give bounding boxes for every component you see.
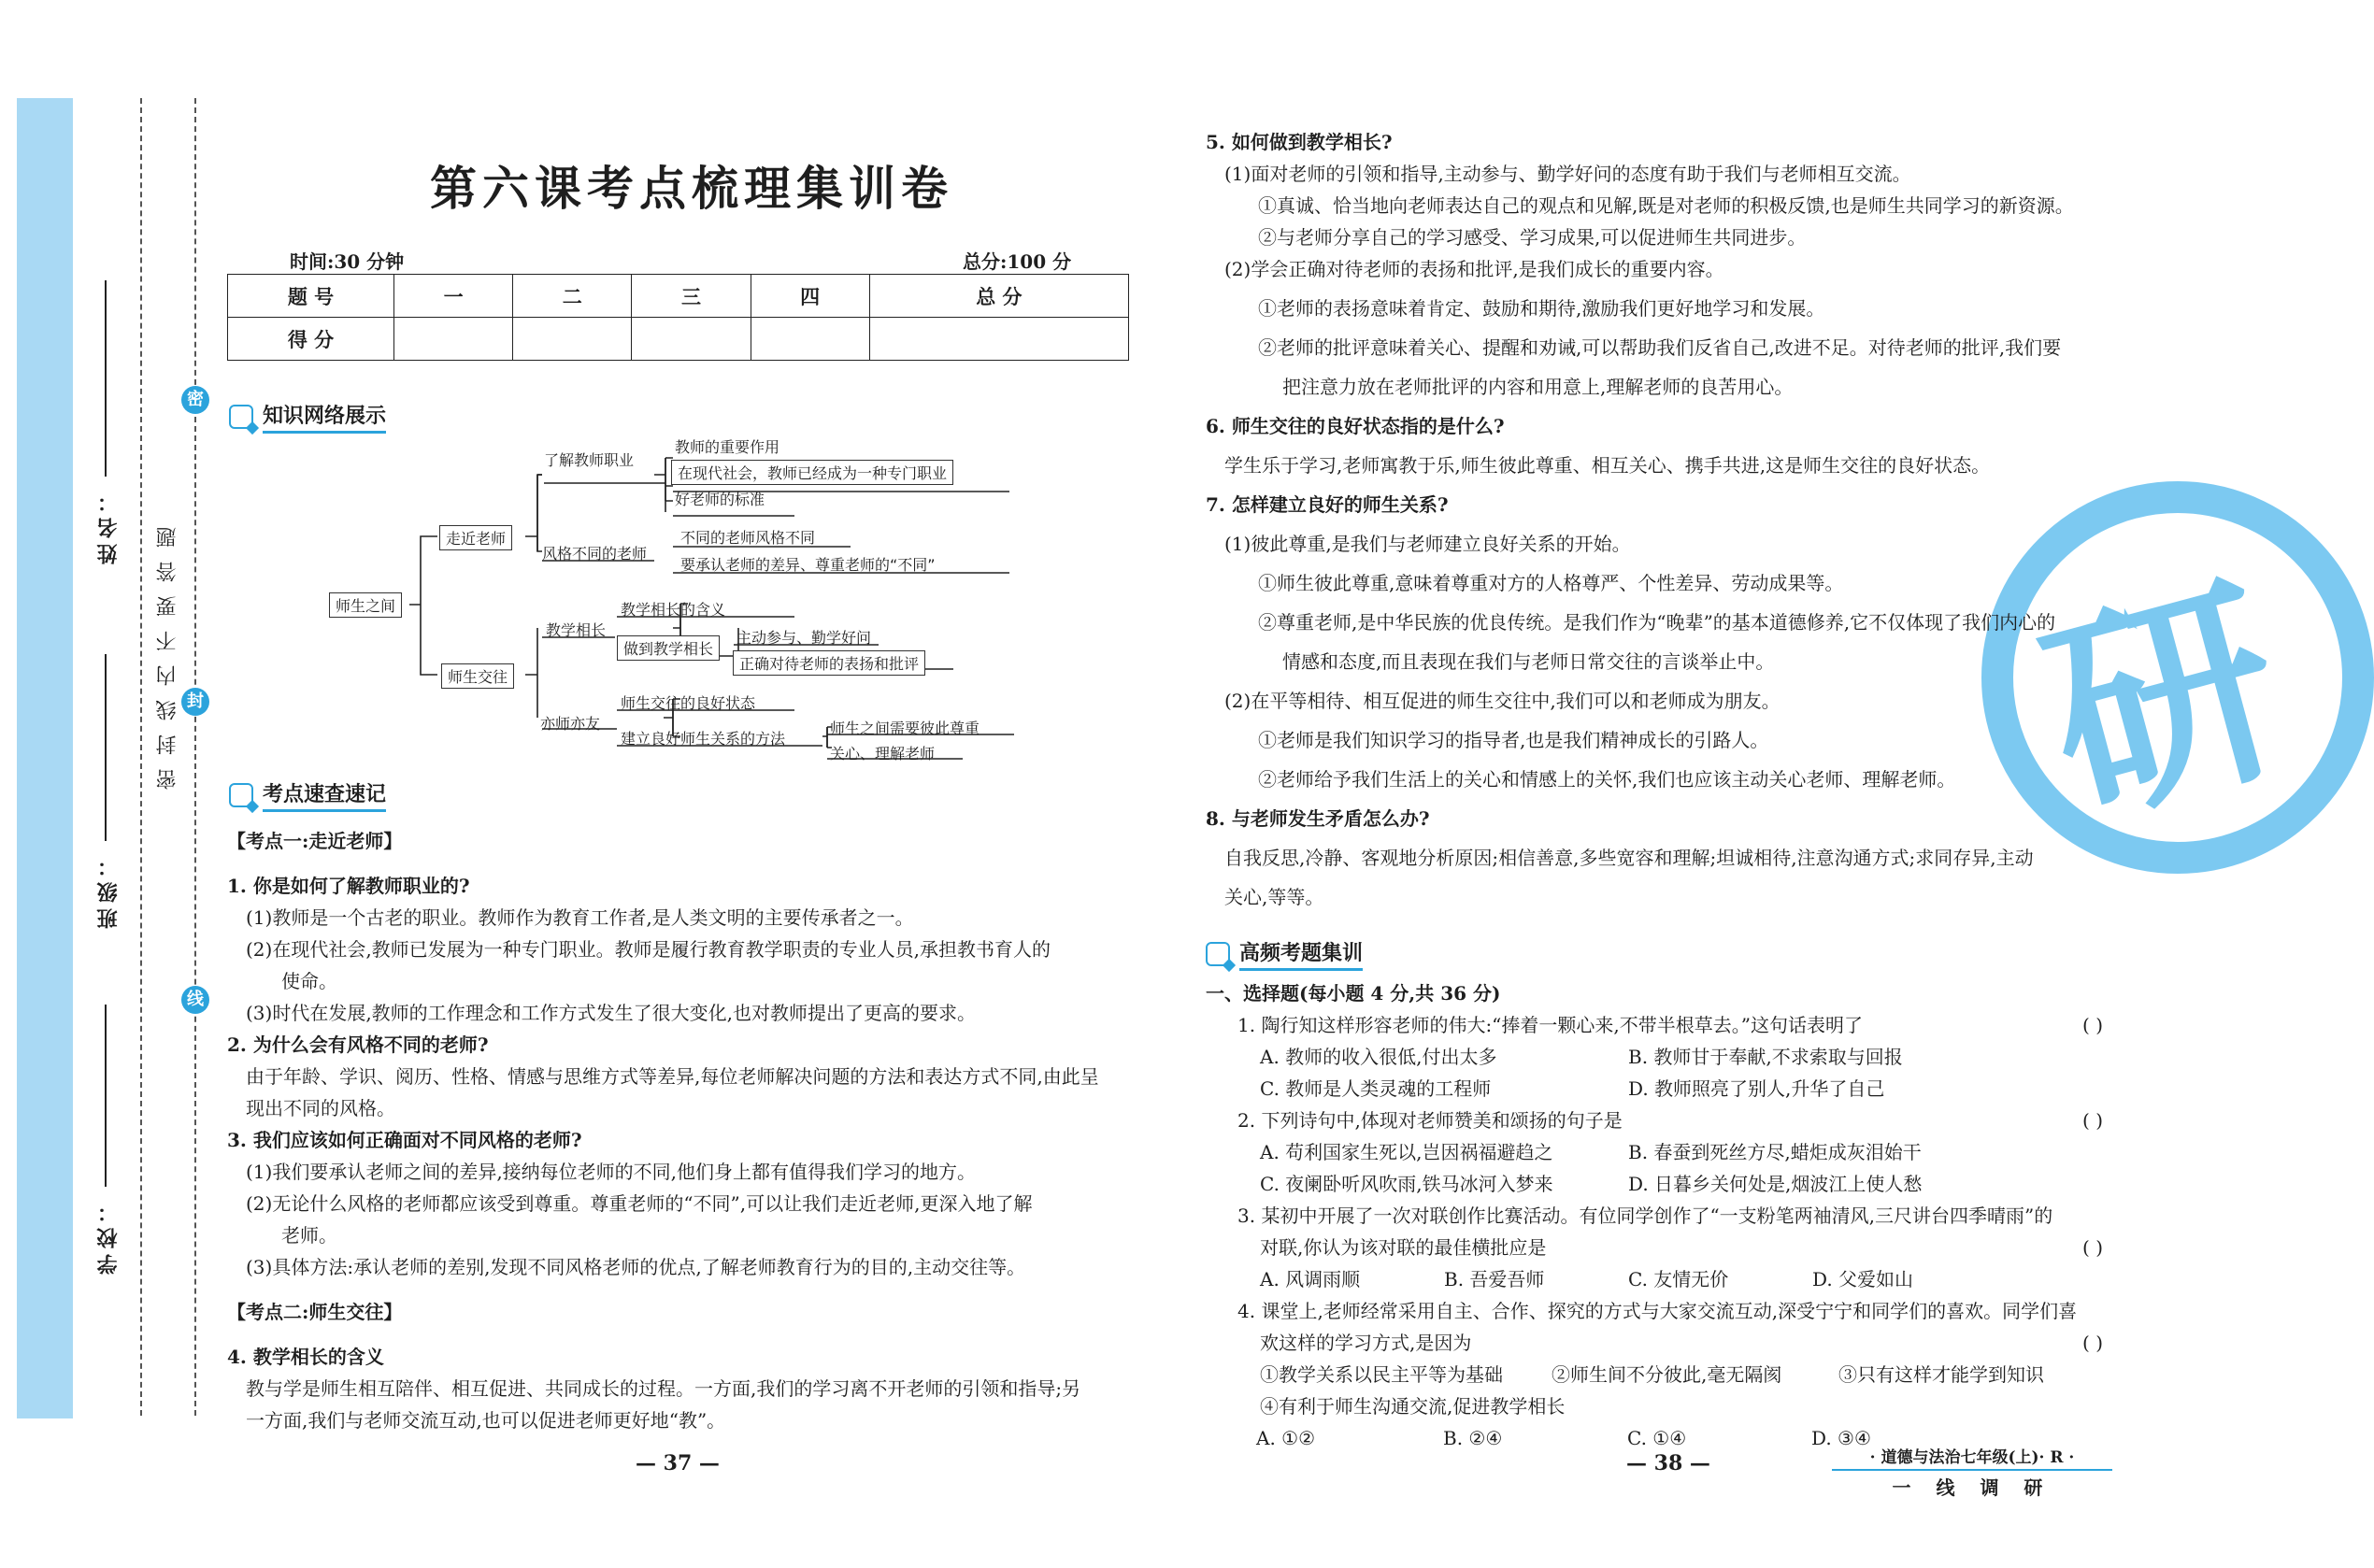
question: 6. 师生交往的良好状态指的是什么? bbox=[1206, 415, 1505, 437]
answer-line: (1)面对老师的引领和指导,主动参与、勤学好问的态度有助于我们与老师相互交流。 bbox=[1224, 163, 1911, 185]
answer-line: 老师。 bbox=[281, 1224, 337, 1247]
section-title: 高频考题集训 bbox=[1239, 937, 1363, 971]
answer-bracket[interactable]: ( ) bbox=[2082, 1236, 2103, 1259]
part-title: 一、选择题(每小题 4 分,共 36 分) bbox=[1206, 982, 1501, 1005]
section-title: 考点速查速记 bbox=[263, 778, 386, 812]
hand-pointer-icon bbox=[229, 405, 253, 429]
exam-time: 时间:30 分钟 bbox=[290, 250, 405, 273]
tree-leaf: 做到教学相长 bbox=[617, 635, 720, 661]
option[interactable]: D. 父爱如山 bbox=[1812, 1268, 1914, 1290]
seal-mark-xian: 线 bbox=[181, 986, 209, 1014]
page-number-left: — 37 — bbox=[636, 1451, 720, 1475]
score-input-cell[interactable] bbox=[513, 318, 632, 361]
score-cell-header: 二 bbox=[513, 275, 632, 318]
option[interactable]: B. ②④ bbox=[1443, 1427, 1503, 1449]
option[interactable]: A. 教师的收入很低,付出太多 bbox=[1260, 1046, 1497, 1068]
question-stem: 欢这样的学习方式,是因为 bbox=[1260, 1332, 1472, 1354]
answer-line: (2)无论什么风格的老师都应该受到尊重。尊重老师的“不同”,可以让我们走近老师,更深入地了解 bbox=[246, 1192, 1033, 1215]
answer-line: 一方面,我们与老师交流互动,也可以促进老师更好地“教”。 bbox=[246, 1409, 726, 1432]
tree-leaf: 教学相长的含义 bbox=[621, 601, 726, 619]
options-row bbox=[1206, 1168, 2122, 1200]
answer-line: 关心,等等。 bbox=[1224, 886, 1324, 908]
seal-line-inner bbox=[194, 98, 196, 1416]
answer-line: ②老师给予我们生活上的关心和情感上的关怀,我们也应该主动关心老师、理解老师。 bbox=[1258, 768, 1956, 791]
score-table-header-row bbox=[228, 275, 1129, 318]
question: 1. 你是如何了解教师职业的? bbox=[227, 875, 470, 897]
name-label: 姓名： bbox=[96, 486, 121, 564]
magnifier-icon bbox=[229, 783, 253, 807]
choice-question-cont bbox=[1206, 1327, 2122, 1359]
answer-line: (2)在现代社会,教师已发展为一种专门职业。教师是履行教育教学职责的专业人员,承担教书育人的 bbox=[246, 938, 1051, 961]
answer-line: (2)在平等相待、相互促进的师生交往中,我们可以和老师成为朋友。 bbox=[1224, 690, 1780, 712]
section-title: 知识网络展示 bbox=[263, 400, 386, 434]
answer-line: ②与老师分享自己的学习感受、学习成果,可以促进师生共同进步。 bbox=[1258, 226, 1807, 249]
answer-line: ①师生彼此尊重,意味着尊重对方的人格尊严、个性差异、劳动成果等。 bbox=[1258, 572, 1844, 594]
tree-node-teacher-student-interaction: 师生交往 bbox=[441, 663, 514, 689]
answer-line: ①老师是我们知识学习的指导者,也是我们精神成长的引路人。 bbox=[1258, 729, 1769, 751]
tree-leaf: 要承认老师的差异、尊重老师的“不同” bbox=[680, 556, 936, 574]
tree-leaf: 师生之间需要彼此尊重 bbox=[830, 720, 980, 737]
answer-line: ①真诚、恰当地向老师表达自己的观点和见解,既是对老师的积极反馈,也是师生共同学习的新资源。 bbox=[1258, 194, 2074, 217]
statement: ④有利于师生沟通交流,促进教学相长 bbox=[1260, 1395, 1566, 1418]
options-row bbox=[1206, 1263, 2122, 1295]
question: 7. 怎样建立良好的师生关系? bbox=[1206, 493, 1449, 516]
options-row bbox=[1206, 1136, 2122, 1168]
score-cell-header: 一 bbox=[394, 275, 513, 318]
answer-line: (1)我们要承认老师之间的差异,接纳每位老师的不同,他们身上都有值得我们学习的地方。 bbox=[246, 1161, 977, 1183]
tree-leaf: 好老师的标准 bbox=[675, 491, 765, 508]
page-number-right: — 38 — bbox=[1626, 1451, 1710, 1475]
score-cell-header: 总 分 bbox=[869, 275, 1128, 318]
option[interactable]: A. 苟利国家生死以,岂因祸福避趋之 bbox=[1260, 1141, 1553, 1163]
tree-leaf: 教师的重要作用 bbox=[675, 438, 780, 456]
tree-leaf: 正确对待老师的表扬和批评 bbox=[733, 650, 925, 676]
left-content bbox=[227, 825, 1134, 1436]
right-content bbox=[1206, 126, 2140, 913]
question: 8. 与老师发生矛盾怎么办? bbox=[1206, 807, 1430, 830]
answer-line: 把注意力放在老师批评的内容和用意上,理解老师的良苦用心。 bbox=[1282, 376, 1794, 398]
footer-subject: · 道德与法治七年级(上)· R · bbox=[1832, 1444, 2112, 1471]
question-stem: 1. 陶行知这样形容老师的伟大:“捧着一颗心来,不带半根草去。”这句话表明了 bbox=[1237, 1014, 1863, 1036]
point-title: 【考点一:走近老师】 bbox=[227, 830, 403, 852]
tree-root-node: 师生之间 bbox=[329, 592, 402, 618]
choice-questions bbox=[1206, 977, 2122, 1454]
seal-notice: 密 封 线 内 不 要 答 题 bbox=[156, 523, 179, 790]
answer-line: 教与学是师生相互陪伴、相互促进、共同成长的过程。一方面,我们的学习离不开老师的引领和指导;另 bbox=[246, 1377, 1081, 1400]
score-input-cell[interactable] bbox=[394, 318, 513, 361]
score-input-cell[interactable] bbox=[632, 318, 751, 361]
score-cell-header: 题 号 bbox=[228, 275, 394, 318]
answer-line: ②尊重老师,是中华民族的优良传统。是我们作为“晚辈”的基本道德修养,它不仅体现了我们内心的 bbox=[1258, 611, 2056, 634]
point-title: 【考点二:师生交往】 bbox=[227, 1301, 403, 1323]
tree-leaf: 关心、理解老师 bbox=[830, 745, 936, 763]
question: 4. 教学相长的含义 bbox=[227, 1346, 384, 1368]
class-blank bbox=[105, 654, 107, 841]
name-blank bbox=[105, 280, 107, 477]
option[interactable]: A. 风调雨顺 bbox=[1260, 1268, 1361, 1290]
tree-node-teaching-learning: 教学相长 bbox=[546, 621, 607, 639]
options-row bbox=[1206, 1041, 2122, 1073]
school-label: 学校： bbox=[96, 1196, 121, 1275]
section-frequent-questions bbox=[1206, 937, 1363, 971]
option[interactable]: C. 友情无价 bbox=[1628, 1268, 1729, 1290]
question: 2. 为什么会有风格不同的老师? bbox=[227, 1033, 489, 1056]
score-table bbox=[227, 274, 1129, 361]
statement: ②师生间不分彼此,毫无隔阂 bbox=[1552, 1363, 1782, 1386]
class-label: 班级： bbox=[96, 850, 121, 929]
option[interactable]: C. 教师是人类灵魂的工程师 bbox=[1260, 1077, 1492, 1100]
answer-line: (3)具体方法:承认老师的差别,发现不同风格老师的优点,了解老师教育行为的目的,主动交往等。 bbox=[246, 1256, 1026, 1278]
choice-question bbox=[1206, 1105, 2122, 1136]
question: 3. 我们应该如何正确面对不同风格的老师? bbox=[227, 1129, 582, 1151]
answer-line: 由于年龄、学识、阅历、性格、情感与思维方式等差异,每位老师解决问题的方法和表达方式不同,由此呈 bbox=[246, 1065, 1099, 1088]
answer-line: 自我反思,冷静、客观地分析原因;相信善意,多些宽容和理解;坦诚相待,注意沟通方式;求同存异,主动 bbox=[1224, 847, 2034, 869]
pencil-icon bbox=[1206, 942, 1230, 966]
option[interactable]: C. 夜阑卧听风吹雨,铁马冰河入梦来 bbox=[1260, 1173, 1553, 1195]
exam-total: 总分:100 分 bbox=[963, 250, 1072, 273]
tree-leaf: 建立良好师生关系的方法 bbox=[621, 730, 786, 748]
answer-line: (2)学会正确对待老师的表扬和批评,是我们成长的重要内容。 bbox=[1224, 258, 1724, 280]
answer-bracket[interactable]: ( ) bbox=[2082, 1332, 2103, 1354]
answer-line: (3)时代在发展,教师的工作理念和工作方式发生了很大变化,也对教师提出了更高的要求。 bbox=[246, 1002, 977, 1024]
option[interactable]: D. 教师照亮了别人,升华了自己 bbox=[1628, 1077, 1885, 1100]
choice-question: 3. 某初中开展了一次对联创作比赛活动。有位同学创作了“一支粉笔两袖清风,三尺讲台四季晴雨”的 bbox=[1237, 1205, 2053, 1227]
option[interactable]: C. ①④ bbox=[1627, 1427, 1687, 1449]
tree-leaf: 在现代社会，教师已经成为一种专门职业 bbox=[671, 460, 953, 485]
answer-line: (1)彼此尊重,是我们与老师建立良好关系的开始。 bbox=[1224, 533, 1631, 555]
seal-line-outer bbox=[140, 98, 142, 1416]
answer-line: ②老师的批评意味着关心、提醒和劝诫,可以帮助我们反省自己,改进不足。对待老师的批评,我们要 bbox=[1258, 336, 2062, 359]
option[interactable]: D. 日暮乡关何处是,烟波江上使人愁 bbox=[1628, 1173, 1923, 1195]
tree-node-different-styles: 风格不同的老师 bbox=[542, 545, 648, 563]
score-row-label: 得 分 bbox=[228, 318, 394, 361]
answer-line: ①老师的表扬意味着肯定、鼓励和期待,激励我们更好地学习和发展。 bbox=[1258, 297, 1825, 320]
score-cell-header: 四 bbox=[751, 275, 869, 318]
watermark-stamp-text: 研 bbox=[2022, 548, 2307, 859]
score-cell-header: 三 bbox=[632, 275, 751, 318]
choice-question bbox=[1206, 1009, 2122, 1041]
answer-line: 现出不同的风格。 bbox=[246, 1097, 395, 1119]
seal-mark-mi: 密 bbox=[181, 386, 209, 414]
option[interactable]: D. ③④ bbox=[1811, 1427, 1871, 1449]
page-title: 第六课考点梳理集训卷 bbox=[430, 161, 953, 216]
answer-line: (1)教师是一个古老的职业。教师作为教育工作者,是人类文明的主要传承者之一。 bbox=[246, 906, 914, 929]
tree-leaf: 师生交往的良好状态 bbox=[621, 694, 756, 712]
options-row bbox=[1206, 1073, 2122, 1105]
answer-line: 学生乐于学习,老师寓教于乐,师生彼此尊重、相互关心、携手共进,这是师生交往的良好状态。 bbox=[1224, 454, 1991, 477]
score-table-score-row bbox=[228, 318, 1129, 361]
option[interactable]: B. 春蚕到死丝方尽,蜡炬成灰泪始干 bbox=[1628, 1141, 1922, 1163]
tree-node-teacher-friend: 亦师亦友 bbox=[540, 715, 601, 733]
answer-bracket[interactable]: ( ) bbox=[2082, 1109, 2103, 1132]
question-stem: 对联,你认为该对联的最佳横批应是 bbox=[1260, 1236, 1547, 1259]
answer-bracket[interactable]: ( ) bbox=[2082, 1014, 2103, 1036]
question: 5. 如何做到教学相长? bbox=[1206, 131, 1393, 153]
option[interactable]: B. 吾爱吾师 bbox=[1444, 1268, 1545, 1290]
tree-leaf: 主动参与、勤学好问 bbox=[737, 629, 872, 647]
footer-series: 一 线 调 研 bbox=[1892, 1476, 2052, 1499]
score-input-cell[interactable] bbox=[869, 318, 1128, 361]
statements-row bbox=[1206, 1359, 2122, 1390]
score-input-cell[interactable] bbox=[751, 318, 869, 361]
option[interactable]: A. ①② bbox=[1256, 1427, 1316, 1449]
seal-mark-feng: 封 bbox=[181, 688, 209, 716]
choice-question: 4. 课堂上,老师经常采用自主、合作、探究的方式与大家交流互动,深受宁宁和同学们的喜欢。同学们喜 bbox=[1237, 1300, 2078, 1322]
section-quick-review bbox=[229, 778, 386, 812]
statement: ①教学关系以民主平等为基础 bbox=[1260, 1363, 1503, 1386]
statement: ③只有这样才能学到知识 bbox=[1838, 1363, 2044, 1386]
answer-line: 使命。 bbox=[281, 970, 337, 992]
choice-question-cont bbox=[1206, 1232, 2122, 1263]
section-knowledge-network bbox=[229, 400, 386, 434]
footer-brand bbox=[1832, 1444, 2112, 1500]
tree-node-approach-teacher: 走近老师 bbox=[439, 525, 512, 550]
option[interactable]: B. 教师甘于奉献,不求索取与回报 bbox=[1628, 1046, 1903, 1068]
binding-strip bbox=[17, 98, 73, 1418]
tree-node-understand-profession: 了解教师职业 bbox=[544, 451, 635, 469]
tree-leaf: 不同的老师风格不同 bbox=[680, 529, 816, 547]
school-blank bbox=[105, 1005, 107, 1187]
answer-line: 情感和态度,而且表现在我们与老师日常交往的言谈举止中。 bbox=[1282, 650, 1775, 673]
question-stem: 2. 下列诗句中,体现对老师赞美和颂扬的句子是 bbox=[1237, 1109, 1623, 1132]
